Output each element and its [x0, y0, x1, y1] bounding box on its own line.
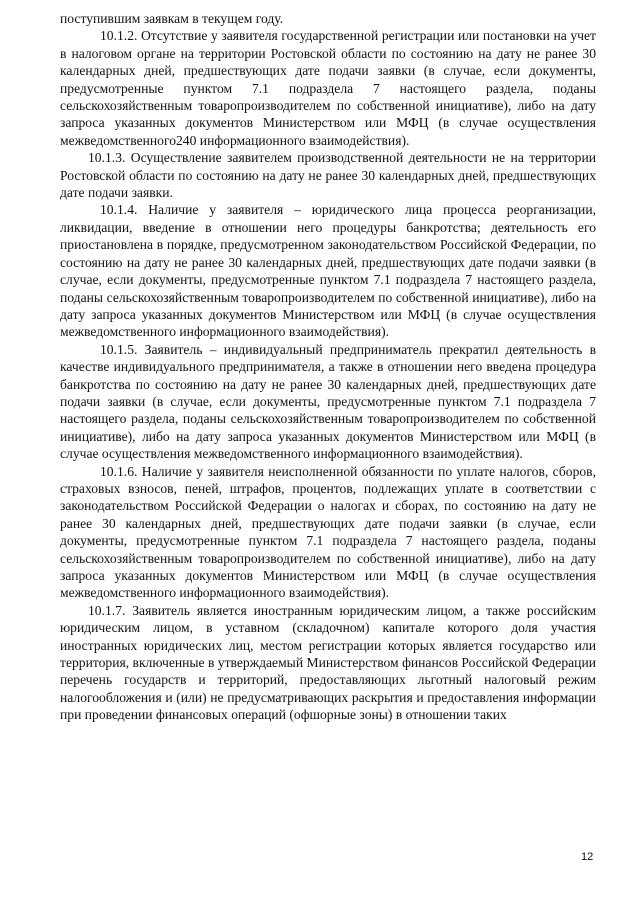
paragraph-10-1-5: 10.1.5. Заявитель – индивидуальный предприниматель прекратил деятельность в качестве индивидуального предпринимателя, а также в отношении него введена процедура банкротства по состоянию на дату не ранее 30 календарных дней, предшествующих дате подачи заявки (в случае, если документы, предусмотренные пунктом 7.1 подраздела 7 настоящего раздела, поданы сельскохозяйственным товаропроизводителем по собственной инициативе), либо на дату запроса указанных документов Министерством или МФЦ (в случае осуществления межведомственного информационного взаимодействия).	[60, 341, 596, 462]
document-page	[60, 10, 596, 724]
paragraph-continuation: поступившим заявкам в текущем году.	[60, 11, 284, 26]
paragraph-10-1-6: 10.1.6. Наличие у заявителя неисполненной обязанности по уплате налогов, сборов, страховых взносов, пеней, штрафов, процентов, подлежащих уплате в соответствии с законодательством Российской Федерации о налогах и сборах, по состоянию на дату не ранее 30 календарных дней, предшествующих дате подачи заявки (в случае, если документы, предусмотренные пунктом 7.1 подраздела 7 настоящего раздела, поданы сельскохозяйственным товаропроизводителем по собственной инициативе), либо на дату запроса указанных документов Министерством или МФЦ (в случае осуществления межведомственного информационного взаимодействия).	[60, 463, 596, 601]
page-number: 12	[581, 851, 594, 863]
paragraph-10-1-7: 10.1.7. Заявитель является иностранным юридическим лицом, а также российским юридическим лицом, в уставном (складочном) капитале которого доля участия иностранных юридических лиц, местом регистрации которых является государство или территория, включенные в утверждаемый Министерством финансов Российской Федерации перечень государств и территорий, предоставляющих льготный налоговый режим налогообложения и (или) не предусматривающих раскрытия и предоставления информации при проведении финансовых операций (офшорные зоны) в отношении таких	[60, 602, 596, 723]
paragraph-10-1-2: 10.1.2. Отсутствие у заявителя государственной регистрации или постановки на учет в налоговом органе на территории Ростовской области по состоянию на дату не ранее 30 календарных дней, предшествующих дате подачи заявки (в случае, если документы, предусмотренные пунктом 7.1 подраздела 7 настоящего раздела, поданы сельскохозяйственным товаропроизводителем по собственной инициативе), либо на дату запроса указанных документов Министерством или МФЦ (в случае осуществления межведомственного240 информационного взаимодействия).	[60, 28, 596, 148]
paragraph-10-1-3: 10.1.3. Осуществление заявителем производственной деятельности не на территории Ростовской области по состоянию на дату не ранее 30 календарных дней, предшествующих дате подачи заявки.	[60, 150, 596, 201]
paragraph-10-1-4: 10.1.4. Наличие у заявителя – юридического лица процесса реорганизации, ликвидации, введение в отношении него процедуры банкротства; деятельность его приостановлена в порядке, предусмотренном законодательством Российской Федерации, по состоянию на дату не ранее 30 календарных дней, предшествующих дате подачи заявки (в случае, если документы, предусмотренные пунктом 7.1 подраздела 7 настоящего раздела, поданы сельскохозяйственным товаропроизводителем по собственной инициативе), либо на дату запроса указанных документов Министерством или МФЦ (в случае осуществления межведомственного информационного взаимодействия).	[60, 202, 596, 340]
